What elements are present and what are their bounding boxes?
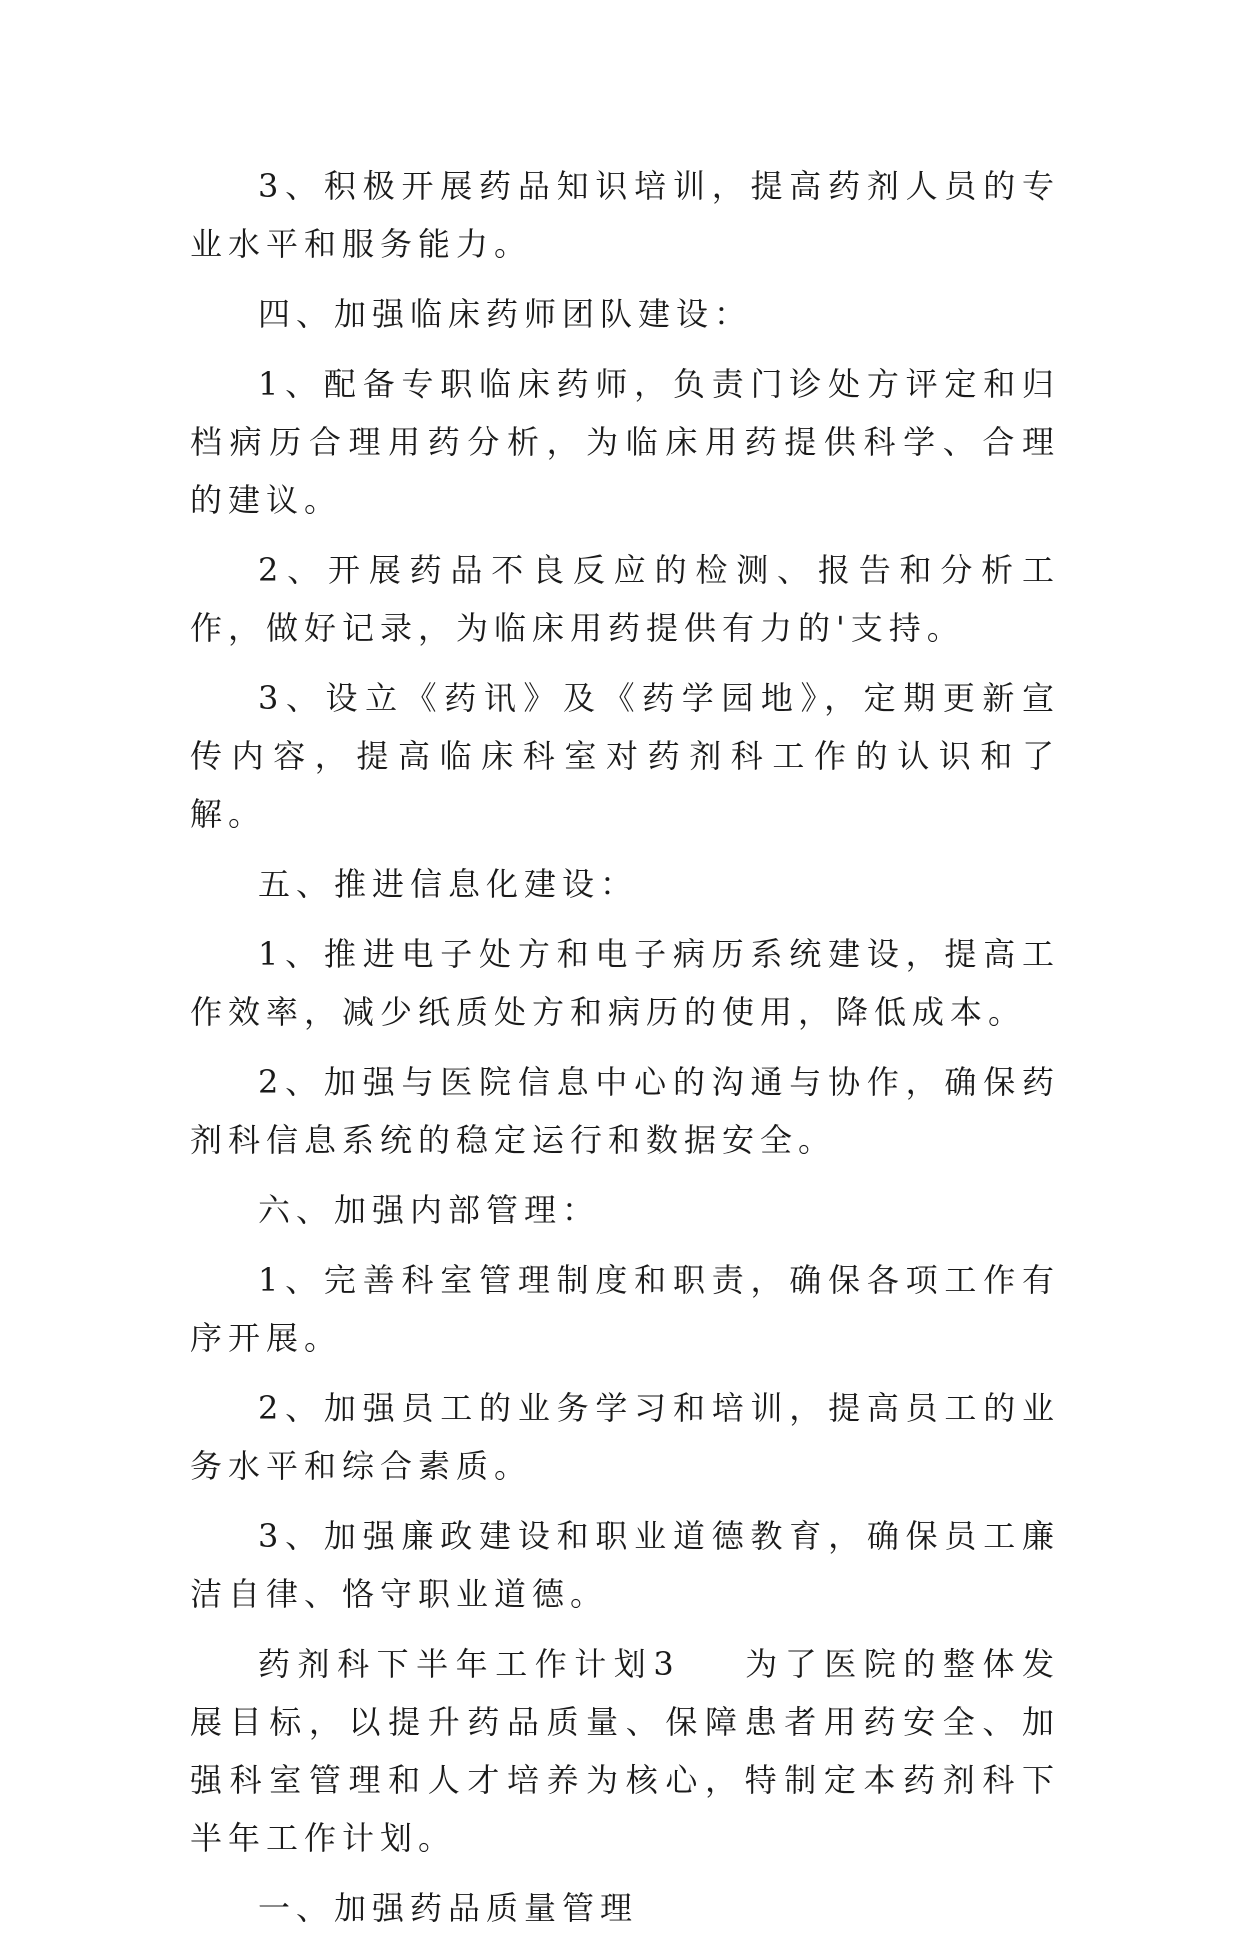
paragraph-section-intro [190,1635,1060,1867]
paragraph-staff-training: 2、加强员工的业务学习和培训，提高员工的业务水平和综合素质。 [190,1389,1060,1485]
paragraph-publications: 3、设立《药讯》及《药学园地》，定期更新宣传内容，提高临床科室对药剂科工作的认识和了解。 [190,679,1060,833]
paragraph-electronic-records: 1、推进电子处方和电子病历系统建设，提高工作效率，减少纸质处方和病历的使用，降低成本。 [190,935,1060,1031]
heading-internal-management: 六、加强内部管理： [258,1191,601,1229]
heading-drug-quality: 一、加强药品质量管理 [258,1889,639,1927]
paragraph-adverse-reaction: 2、开展药品不良反应的检测、报告和分析工作，做好记录，为临床用药提供有力的'支持。 [190,551,1060,647]
paragraph-training: 3、积极开展药品知识培训，提高药剂人员的专业水平和服务能力。 [190,167,1060,263]
heading-informatization: 五、推进信息化建设： [258,865,639,903]
paragraph-clinical-pharmacist: 1、配备专职临床药师，负责门诊处方评定和归档病历合理用药分析，为临床用药提供科学、合理的建议。 [190,365,1060,519]
paragraph-ethics: 3、加强廉政建设和职业道德教育，确保员工廉洁自律、恪守职业道德。 [190,1517,1060,1613]
section-title: 药剂科下半年工作计划3 [258,1645,680,1683]
paragraph-management-system: 1、完善科室管理制度和职责，确保各项工作有序开展。 [190,1261,1060,1357]
heading-clinical-pharmacist-team: 四、加强临床药师团队建设： [258,295,753,333]
section-intro-text: 为了医院的整体发展目标，以提升药品质量、保障患者用药安全、加强科室管理和人才培养为核心，特制定本药剂科下半年工作计划。 [190,1645,1060,1857]
document-body [190,157,1060,1949]
paragraph-info-center: 2、加强与医院信息中心的沟通与协作，确保药剂科信息系统的稳定运行和数据安全。 [190,1063,1060,1159]
